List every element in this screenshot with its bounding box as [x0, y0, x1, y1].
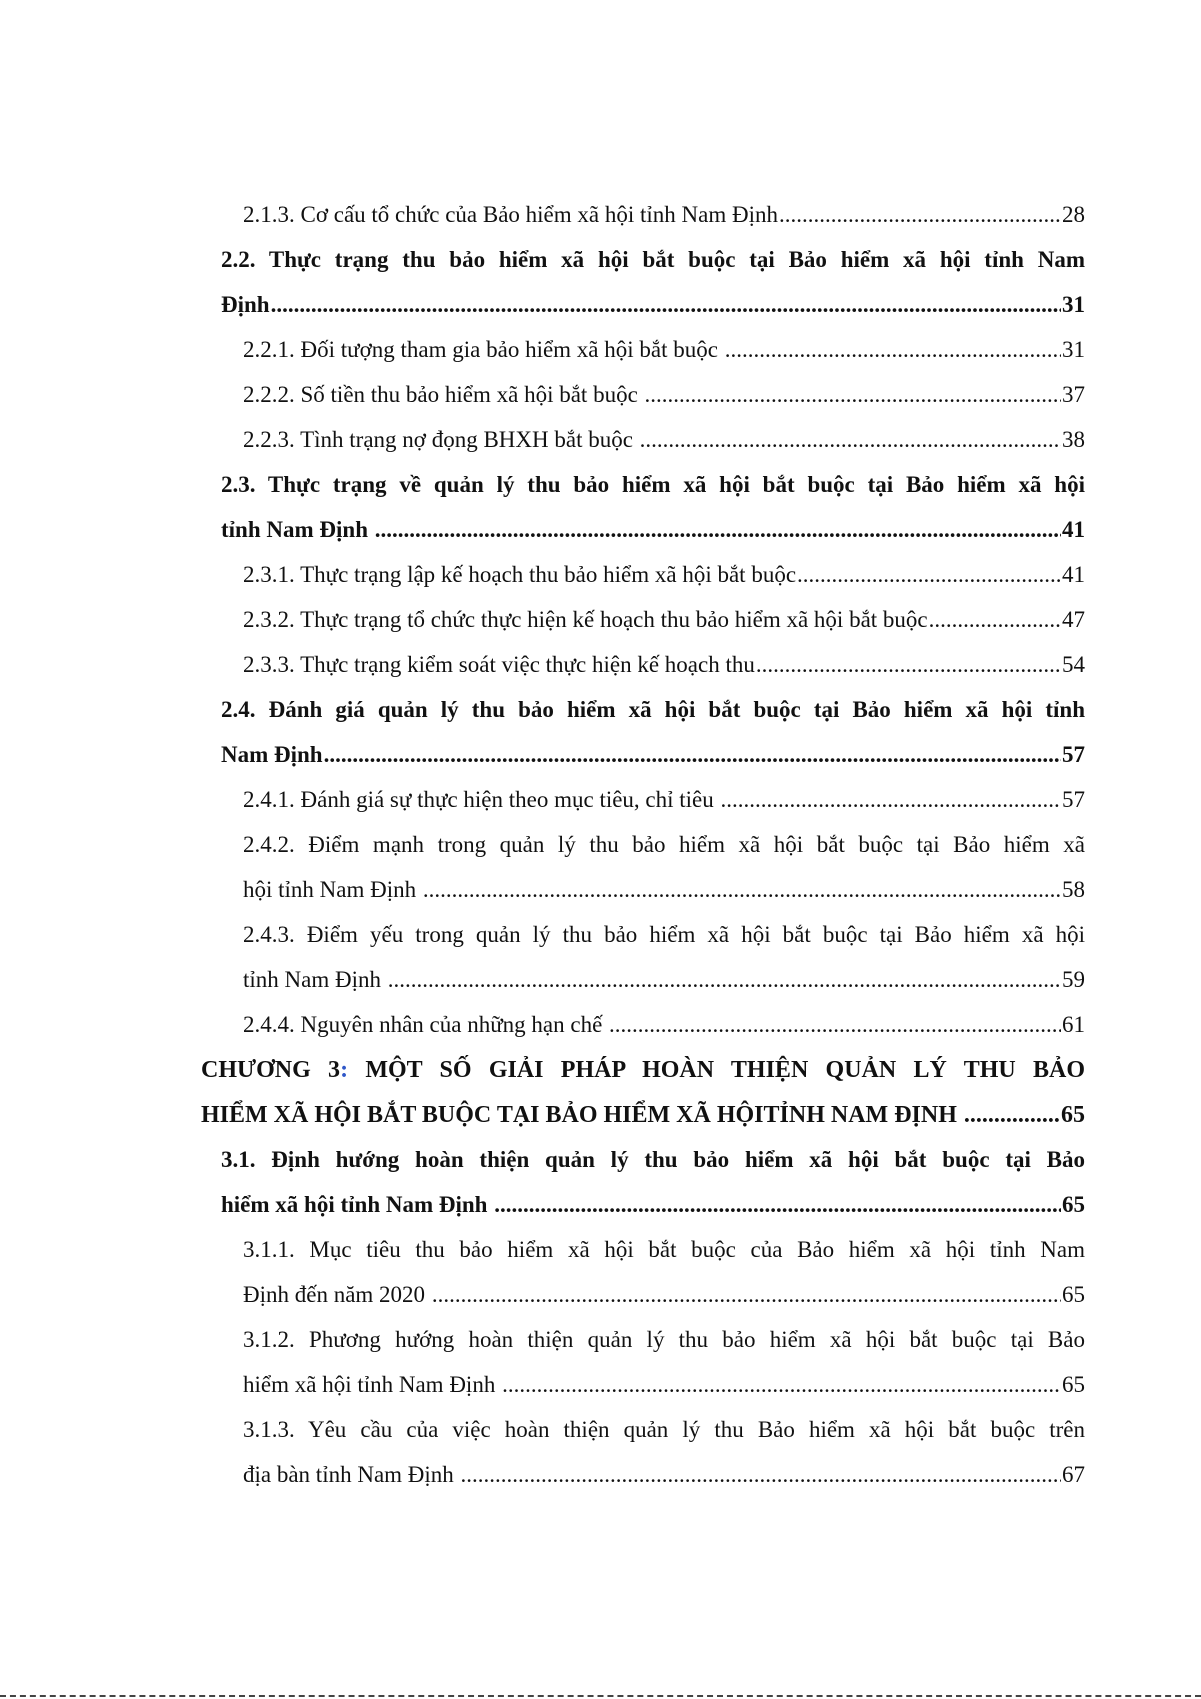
toc-entry-title: 2.2.2. Số tiền thu bảo hiểm xã hội bắt buộc [243, 382, 644, 407]
toc-entry-2-4-line1[interactable] [221, 695, 1085, 725]
toc-entry-title-cont: địa bàn tỉnh Nam Định [243, 1462, 460, 1487]
toc-entry-title-cont: Định [221, 292, 270, 317]
toc-entry-3-1-line2[interactable] [221, 1190, 1085, 1220]
toc-entry-3-1-line1[interactable] [221, 1145, 1085, 1175]
dot-leader [645, 380, 1061, 410]
dot-leader [779, 200, 1061, 230]
toc-page-number: 59 [1062, 967, 1085, 992]
toc-entry-2-3-line2[interactable] [221, 515, 1085, 545]
dot-leader [423, 875, 1061, 905]
dot-leader [461, 1460, 1061, 1490]
toc-entry-title: 2.4.1. Đánh giá sự thực hiện theo mục tiêu, chỉ tiêu [243, 787, 720, 812]
toc-entry-title-cont: tỉnh Nam Định [243, 967, 387, 992]
dot-leader [324, 740, 1061, 770]
toc-page-number: 58 [1062, 877, 1085, 902]
toc-entry-title-cont: hội tỉnh Nam Định [243, 877, 422, 902]
toc-entry-2-2-line1[interactable] [221, 245, 1085, 275]
toc-entry-2-2-1[interactable] [243, 335, 1085, 365]
toc-page-number: 47 [1062, 607, 1085, 632]
toc-entry-2-4-3-line2[interactable] [243, 965, 1085, 995]
toc-chapter-title [201, 1055, 1085, 1085]
toc-chapter-3-line1[interactable] [201, 1055, 1085, 1085]
toc-entry-title-cont: Nam Định [221, 742, 323, 767]
chapter-prefix: CHƯƠNG 3 [201, 1057, 341, 1083]
toc-entry-title: 3.1.2. Phương hướng hoàn thiện quản lý thu bảo hiểm xã hội bắt buộc tại Bảo [243, 1327, 1085, 1352]
toc-page-number: 41 [1062, 562, 1085, 587]
toc-page-number: 57 [1062, 742, 1085, 767]
toc-entry-2-4-2-line2[interactable] [243, 875, 1085, 905]
dot-leader [797, 560, 1061, 590]
toc-entry-title: 2.3.1. Thực trạng lập kế hoạch thu bảo hiểm xã hội bắt buộc [243, 562, 797, 587]
toc-page-number: 65 [1062, 1372, 1085, 1397]
toc-entry-2-3-3[interactable] [243, 650, 1085, 680]
dot-leader [756, 650, 1061, 680]
toc-page-number: 54 [1062, 652, 1085, 677]
toc-page-number: 65 [1062, 1282, 1085, 1307]
dot-leader [609, 1010, 1061, 1040]
toc-entry-title: 2.2.3. Tình trạng nợ đọng BHXH bắt buộc [243, 427, 639, 452]
dot-leader [271, 290, 1061, 320]
toc-entry-3-1-1-line1[interactable] [243, 1235, 1085, 1265]
toc-entry-title: 2.3. Thực trạng về quản lý thu bảo hiểm xã hội bắt buộc tại Bảo hiểm xã hội [221, 472, 1085, 497]
toc-entry-title: 3.1.3. Yêu cầu của việc hoàn thiện quản lý thu Bảo hiểm xã hội bắt buộc trên [243, 1417, 1085, 1442]
toc-entry-3-1-2-line2[interactable] [243, 1370, 1085, 1400]
toc-page-number: 61 [1062, 1012, 1085, 1037]
toc-page-number: 28 [1062, 202, 1085, 227]
toc-entry-3-1-3-line2[interactable] [243, 1460, 1085, 1490]
toc-entry-2-4-4[interactable] [243, 1010, 1085, 1040]
toc-entry-title: 2.4.3. Điểm yếu trong quản lý thu bảo hiểm xã hội bắt buộc tại Bảo hiểm xã hội [243, 922, 1085, 947]
toc-entry-title: 2.2.1. Đối tượng tham gia bảo hiểm xã hội bắt buộc [243, 337, 724, 362]
toc-entry-title-cont: hiểm xã hội tỉnh Nam Định [243, 1372, 502, 1397]
dot-leader [375, 515, 1061, 545]
toc-entry-2-4-3-line1[interactable] [243, 920, 1085, 950]
toc-entry-title: 3.1.1. Mục tiêu thu bảo hiểm xã hội bắt buộc của Bảo hiểm xã hội tỉnh Nam [243, 1237, 1085, 1262]
toc-entry-title: 3.1. Định hướng hoàn thiện quản lý thu bảo hiểm xã hội bắt buộc tại Bảo [221, 1147, 1085, 1172]
toc-entry-title: 2.3.3. Thực trạng kiểm soát việc thực hiện kế hoạch thu [243, 652, 755, 677]
toc-entry-title-cont: hiểm xã hội tỉnh Nam Định [221, 1192, 494, 1217]
toc-entry-title: 2.4. Đánh giá quản lý thu bảo hiểm xã hội bắt buộc tại Bảo hiểm xã hội tỉnh [221, 697, 1085, 722]
toc-entry-title: 2.4.2. Điểm mạnh trong quản lý thu bảo hiểm xã hội bắt buộc tại Bảo hiểm xã [243, 832, 1085, 857]
toc-page-number: 37 [1062, 382, 1085, 407]
toc-entry-2-2-3[interactable] [243, 425, 1085, 455]
dot-leader [502, 1370, 1061, 1400]
toc-page-number: 67 [1062, 1462, 1085, 1487]
dot-leader [721, 785, 1061, 815]
toc-page-number: 38 [1062, 427, 1085, 452]
toc-page-number: 41 [1062, 517, 1085, 542]
dot-leader [725, 335, 1061, 365]
toc-entry-3-1-3-line1[interactable] [243, 1415, 1085, 1445]
toc-entry-2-4-line2[interactable] [221, 740, 1085, 770]
dot-leader [640, 425, 1061, 455]
toc-entry-2-3-2[interactable] [243, 605, 1085, 635]
toc-entry-title: 2.3.2. Thực trạng tổ chức thực hiện kế hoạch thu bảo hiểm xã hội bắt buộc [243, 607, 928, 632]
chapter-title-rest: MỘT SỐ GIẢI PHÁP HOÀN THIỆN QUẢN LÝ THU BẢO [348, 1057, 1085, 1083]
toc-entry-2-3-1[interactable] [243, 560, 1085, 590]
toc-entry-2-4-2-line1[interactable] [243, 830, 1085, 860]
dot-leader [929, 605, 1061, 635]
dot-leader [494, 1190, 1061, 1220]
toc-entry-3-1-2-line1[interactable] [243, 1325, 1085, 1355]
dot-leader [432, 1280, 1061, 1310]
toc-page-number: 31 [1062, 337, 1085, 362]
toc-page-number: 31 [1062, 292, 1085, 317]
toc-entry-title: 2.4.4. Nguyên nhân của những hạn chế [243, 1012, 609, 1037]
toc-entry-title: 2.1.3. Cơ cấu tổ chức của Bảo hiểm xã hội tỉnh Nam Định [243, 202, 778, 227]
toc-entry-2-2-2[interactable] [243, 380, 1085, 410]
toc-entry-2-2-line2[interactable] [221, 290, 1085, 320]
toc-page-number: 65 [1061, 1102, 1085, 1128]
page-bottom-edge [0, 1695, 1201, 1697]
dot-leader [388, 965, 1061, 995]
toc-entry-2-1-3[interactable] [243, 200, 1085, 230]
toc-page-number: 57 [1062, 787, 1085, 812]
toc-page-number: 65 [1062, 1192, 1085, 1217]
toc-entry-title: 2.2. Thực trạng thu bảo hiểm xã hội bắt buộc tại Bảo hiểm xã hội tỉnh Nam [221, 247, 1085, 272]
toc-entry-3-1-1-line2[interactable] [243, 1280, 1085, 1310]
toc-entry-2-4-1[interactable] [243, 785, 1085, 815]
toc-chapter-3-line2[interactable] [201, 1100, 1085, 1130]
toc-entry-2-3-line1[interactable] [221, 470, 1085, 500]
dot-leader [964, 1100, 1060, 1130]
toc-chapter-title-cont: HIỂM XÃ HỘI BẮT BUỘC TẠI BẢO HIỂM XÃ HỘITỈNH NAM ĐỊNH [201, 1102, 963, 1128]
chapter-colon: : [340, 1057, 349, 1083]
toc-entry-title-cont: tỉnh Nam Định [221, 517, 374, 542]
toc-entry-title-cont: Định đến năm 2020 [243, 1282, 431, 1307]
